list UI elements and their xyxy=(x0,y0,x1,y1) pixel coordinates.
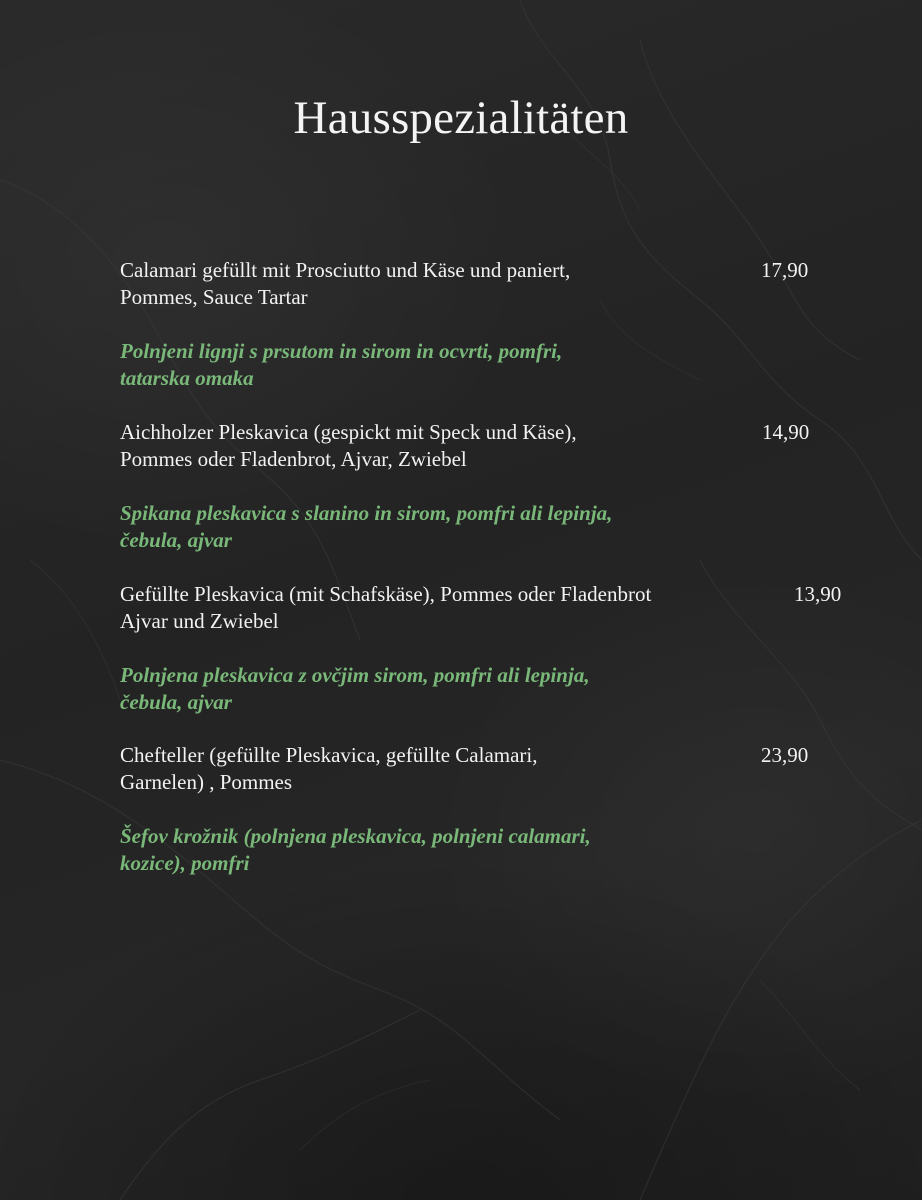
menu-item-slovenian-description: Polnjeni lignji s prsutom in sirom in ocvrti, pomfri, tatarska omaka xyxy=(120,339,563,390)
menu-item-price: 23,90 xyxy=(761,743,809,767)
menu-item-price: 13,90 xyxy=(794,582,842,606)
menu-item-slovenian-description: Šefov krožnik (polnjena pleskavica, polnjeni calamari, kozice), pomfri xyxy=(120,824,591,875)
menu-item-german-description: Chefteller (gefüllte Pleskavica, gefüllte Calamari, Garnelen) , Pommes xyxy=(120,743,538,794)
menu-item-slovenian-description: Polnjena pleskavica z ovčjim sirom, pomfri ali lepinja, čebula, ajvar xyxy=(120,663,590,714)
menu-item-german-description: Calamari gefüllt mit Prosciutto und Käse und paniert, Pommes, Sauce Tartar xyxy=(120,258,571,309)
menu-item-german-description: Aichholzer Pleskavica (gespickt mit Speck und Käse), Pommes oder Fladenbrot, Ajvar, Zwiebel xyxy=(120,420,577,471)
menu-item-german-description: Gefüllte Pleskavica (mit Schafskäse), Pommes oder Fladenbrot Ajvar und Zwiebel xyxy=(120,582,652,633)
menu-item-price: 17,90 xyxy=(761,258,809,282)
page-title: Hausspezialitäten xyxy=(293,92,629,144)
menu-item-slovenian-description: Spikana pleskavica s slanino in sirom, pomfri ali lepinja, čebula, ajvar xyxy=(120,501,613,552)
menu-item-price: 14,90 xyxy=(762,420,810,444)
